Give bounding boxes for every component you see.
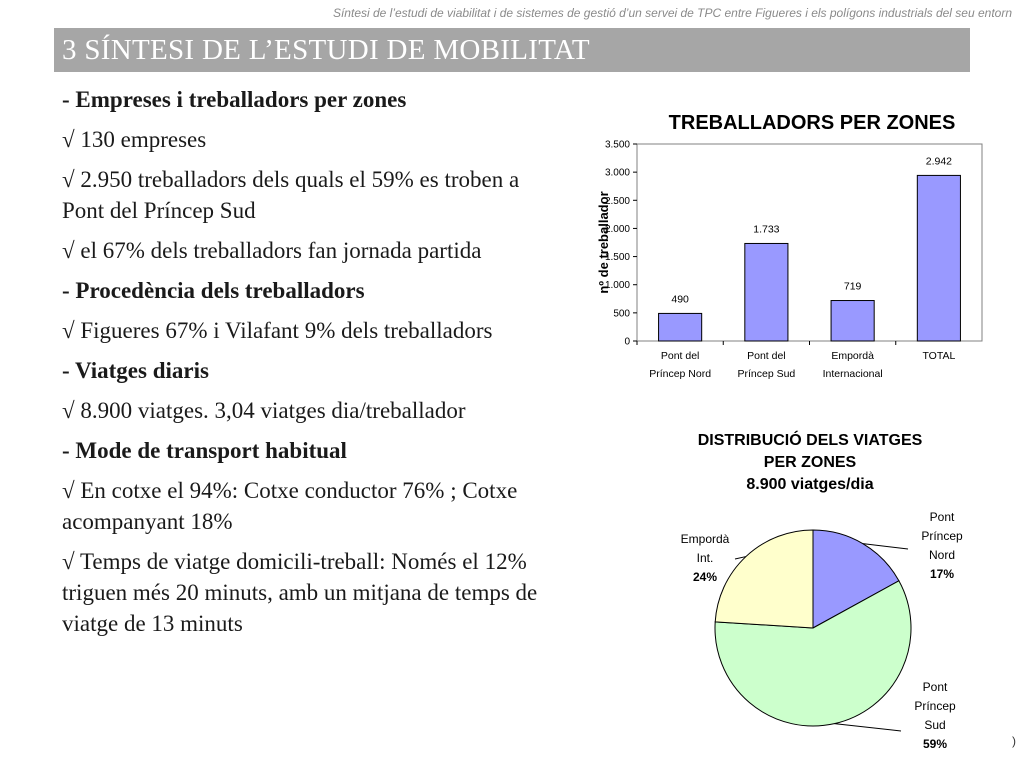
slice-label: Príncep (921, 529, 963, 543)
document-subtitle: Síntesi de l’estudi de viabilitat i de sistemes de gestió d’un servei de TPC entre Figueres i els polígons industrials del seu entorn (332, 6, 1012, 20)
y-tick-label: 500 (613, 308, 630, 320)
corner-mark: ) (1012, 734, 1016, 748)
slice-percent: 59% (922, 737, 948, 751)
x-tick-label: TOTAL (922, 350, 956, 362)
slice-percent: 24% (692, 570, 718, 584)
pie-slice (715, 530, 813, 628)
y-tick-label: 2.500 (604, 195, 630, 207)
pie-title: PER ZONES (763, 454, 857, 471)
slice-label: Empordà (680, 532, 730, 546)
bullet-item: √ el 67% dels treballadors fan jornada partida (62, 238, 482, 263)
x-tick-label: Pont del (660, 350, 700, 362)
chart-title: TREBALLADORS PER ZONES (668, 112, 956, 134)
slice-label: Pont (929, 510, 955, 524)
x-tick-label: Empordà (831, 350, 874, 362)
y-tick-label: 3.500 (604, 139, 630, 151)
bar (831, 301, 874, 341)
pie-title: 8.900 viatges/dia (746, 476, 874, 493)
bullet-item: - Viatges diaris (62, 358, 209, 383)
pie-chart-svg (640, 420, 1010, 765)
pie-chart (640, 420, 1010, 770)
bar-chart (580, 100, 1000, 395)
x-tick-label: Príncep Sud (737, 368, 796, 380)
y-tick-label: 3.000 (604, 167, 630, 179)
x-tick-label: Internacional (822, 368, 883, 380)
slice-percent: 17% (929, 567, 955, 581)
slice-label: Pont (922, 680, 948, 694)
slice-label: Int. (696, 551, 714, 565)
y-tick-label: 2.000 (604, 223, 630, 235)
bullet-item: √ Temps de viatge domicili-treball: Només el 12% triguen més 20 minuts, amb un mitjana de temps de viatge de 13 minuts (62, 549, 538, 636)
data-label: 719 (843, 280, 862, 293)
bullet-list (62, 84, 542, 648)
x-tick-label: Príncep Nord (649, 368, 712, 380)
bullet-item: √ 8.900 viatges. 3,04 viatges dia/treballador (62, 398, 466, 423)
y-axis-label: nº de treballador (596, 191, 611, 294)
leader-line (834, 724, 901, 731)
data-label: 1.733 (753, 223, 780, 236)
bar (917, 175, 960, 341)
bullet-item: √ En cotxe el 94%: Cotxe conductor 76% ; Cotxe acompanyant 18% (62, 478, 518, 534)
bullet-item: - Empreses i treballadors per zones (62, 87, 407, 112)
bullet-item: - Procedència dels treballadors (62, 278, 365, 303)
bar (659, 313, 702, 341)
y-tick-label: 1.500 (604, 252, 630, 264)
bullet-item: √ 2.950 treballadors dels quals el 59% es troben a Pont del Príncep Sud (62, 167, 520, 223)
y-tick-label: 1.000 (604, 280, 630, 292)
bar-chart-svg (580, 100, 1000, 390)
data-label: 490 (671, 293, 689, 306)
bar (745, 243, 788, 341)
pie-title: DISTRIBUCIÓ DELS VIATGES (697, 432, 923, 449)
y-tick-label: 0 (624, 336, 630, 348)
x-tick-label: Pont del (747, 350, 786, 362)
data-label: 2.942 (925, 155, 953, 168)
header (0, 0, 1024, 28)
bullet-item: - Mode de transport habitual (62, 438, 347, 463)
slice-label: Sud (924, 718, 946, 732)
bullet-item: √ Figueres 67% i Vilafant 9% dels treballadors (62, 318, 493, 343)
slice-label: Nord (928, 548, 956, 562)
title-bar (54, 28, 970, 72)
bullet-item: √ 130 empreses (62, 127, 207, 152)
page-title: 3 SÍNTESI DE L’ESTUDI DE MOBILITAT (62, 34, 590, 66)
slice-label: Príncep (914, 699, 956, 713)
